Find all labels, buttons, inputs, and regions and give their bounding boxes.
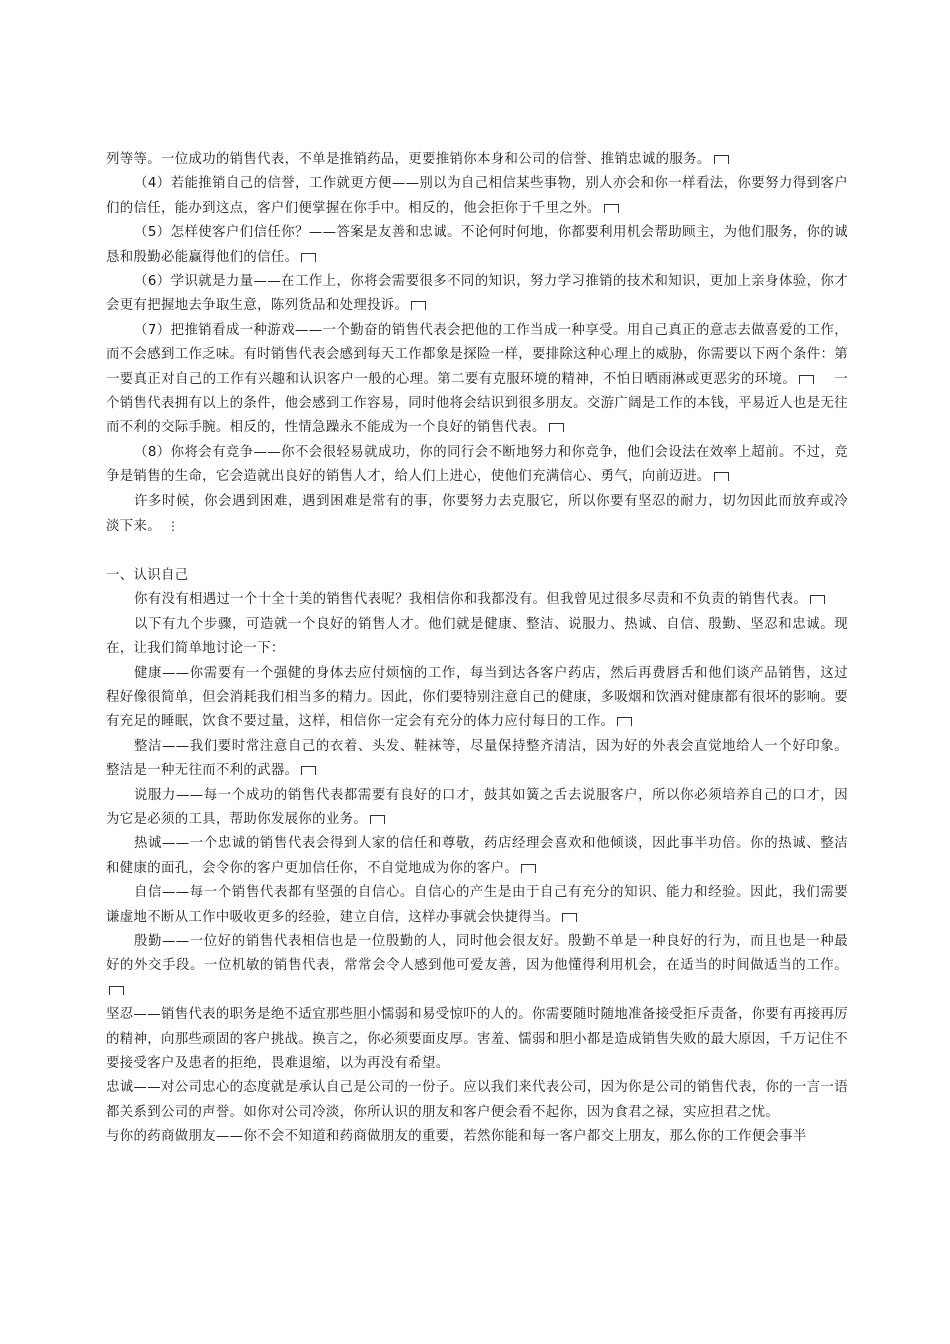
paragraph-persuasion: 说服力——每一个成功的销售代表都需要有良好的口才，鼓其如簧之舌去说服客户，所以你必须培养自己的口才，因为它是必须的工具，帮助你发展你的业务。 — [106, 787, 848, 827]
paragraph-health: 健康——你需要有一个强健的身体去应付烦恼的工作，每当到达各客户药店，然后再费唇舌和他们谈产品销售，这过程好像很简单，但会消耗我们相当多的精力。因此，你们要特别注意自己的健康，多吸烟和饮酒对健康都有很坏的影响。要有充足的睡眠，饮食不要过量，这样，相信你一定会有充分的体力应付每日的工作。 — [106, 665, 848, 730]
paragraph-mark-icon — [714, 155, 729, 164]
paragraph-mark-icon — [562, 913, 577, 922]
paragraph-mark-icon — [109, 986, 124, 995]
paragraph-5: （7）把推销看成一种游戏——一个勤奋的销售代表会把他的工作当成一种享受。用自己真正的意志去做喜爱的工作，而不会感到工作乏味。有时销售代表会感到每天工作都象是探险一样，要排除这种心理上的威胁，你需要以下两个条件：第一要真正对自己的工作有兴趣和认识客户一般的心理。第二要有克服环境的精神，不怕日晒雨淋或更恶劣的环境。 一个销售代表拥有以上的条件，他会感到工作容易，同时他将会结识到很多朋友。交游广阔是工作的本钱，平易近人也是无往而不利的交际手腕。相反的，性情急躁永不能成为一个良好的销售代表。 — [106, 322, 848, 436]
paragraph-mark-icon — [521, 864, 536, 873]
paragraph-perseverance: 坚忍——销售代表的职务是绝不适宜那些胆小懦弱和易受惊吓的人的。你需要随时随地准备接受拒斥责备，你要有再接再厉的精神，向那些顽固的客户挑战。换言之，你必须要面皮厚。害羞、懦弱和胆小都是造成销售失败的最大原因，千万记住不要接受客户及患者的拒绝，畏难退缩，以为再没有希望。 — [106, 1007, 848, 1072]
paragraph-2: （4）若能推销自己的信誉，工作就更方便——别以为自己相信某些事物，别人亦会和你一样看法，你要努力得到客户们的信任，能办到这点，客户们便掌握在你手中。相反的，他会拒你于千里之外。 — [106, 176, 848, 216]
paragraph-mark-icon — [604, 204, 619, 213]
paragraph-mark-icon — [810, 595, 825, 604]
paragraph-8: 你有没有相遇过一个十全十美的销售代表呢？我相信你和我都没有。但我曾见过很多尽责和不负责的销售代表。 — [106, 588, 848, 612]
paragraph-mark-icon — [714, 472, 729, 481]
section-heading: 一、认识自己 — [106, 567, 189, 583]
paragraph-mark-icon — [549, 423, 564, 432]
ellipsis-icon: ⋮ — [166, 519, 180, 534]
paragraph-mark-icon — [411, 301, 426, 310]
paragraph-1: 列等等。一位成功的销售代表，不单是推销药品，更要推销你本身和公司的信誉、推销忠诚的服务。 — [106, 148, 848, 172]
paragraph-diligence: 殷勤——一位好的销售代表相信也是一位殷勤的人，同时他会很友好。殷勤不单是一种良好的行为，而且也是一种最好的外交手段。一位机敏的销售代表，常常会令人感到他可爱友善，因为他懂得利用机会，在适当的时间做适当的工作。 — [106, 930, 848, 1003]
paragraph-mark-icon — [301, 253, 316, 262]
paragraph-neatness: 整洁——我们要时常注意自己的衣着、头发、鞋袜等，尽量保持整齐清洁，因为好的外表会直觉地给人一个好印象。整洁是一种无往而不利的武器。 — [106, 738, 848, 779]
paragraph-mark-icon — [370, 815, 385, 824]
paragraph-9: 以下有九个步骤，可造就一个良好的销售人才。他们就是健康、整洁、说服力、热诚、自信、殷勤、坚忍和忠诚。现在，让我们简单地讨论一下： — [106, 616, 848, 657]
paragraph-enthusiasm: 热诚——一个忠诚的销售代表会得到人家的信任和尊敬，药店经理会喜欢和他倾谈，因此事半功倍。你的热诚、整洁和健康的面孔，会令你的客户更加信任你，不自觉地成为你的客户。 — [106, 836, 848, 876]
paragraph-6: （8）你将会有竞争——你不会很轻易就成功，你的同行会不断地努力和你竞争，他们会设法在效率上超前。不过，竞争是销售的生命，它会造就出良好的销售人才，给人们上进心，使他们充满信心、勇气，向前迈进。 — [106, 444, 848, 485]
document-page — [106, 148, 848, 1150]
paragraph-mark-icon — [617, 717, 632, 726]
paragraph-mark-icon — [301, 766, 316, 775]
paragraph-friends: 与你的药商做朋友——你不会不知道和药商做朋友的重要，若然你能和每一客户都交上朋友，那么你的工作便会事半 — [106, 1129, 807, 1145]
paragraph-confidence: 自信——每一个销售代表都有坚强的自信心。自信心的产生是由于自己有充分的知识、能力和经验。因此，我们需要谦虚地不断从工作中吸收更多的经验，建立自信，这样办事就会快捷得当。 — [106, 885, 848, 925]
paragraph-7: 许多时候，你会遇到困难，遇到困难是常有的事，你要努力去克服它，所以你要有坚忍的耐力，切勿因此而放弃或冷淡下来。 ⋮ — [106, 490, 848, 540]
paragraph-loyalty: 忠诚——对公司忠心的态度就是承认自己是公司的一份子。应以我们来代表公司，因为你是公司的销售代表，你的一言一语都关系到公司的声誉。如你对公司冷淡，你所认识的朋友和客户便会看不起你，因为食君之禄，实应担君之忧。 — [106, 1080, 848, 1120]
paragraph-4: （6）学识就是力量——在工作上，你将会需要很多不同的知识，努力学习推销的技术和知识，更加上亲身体验，你才会更有把握地去争取生意，陈列货品和处理投诉。 — [106, 274, 848, 314]
paragraph-mark-icon — [799, 375, 814, 384]
blank-line — [106, 540, 848, 564]
paragraph-3: （5）怎样使客户们信任你？——答案是友善和忠诚。不论何时何地，你都要利用机会帮助顾主，为他们服务，你的诚恳和殷勤必能赢得他们的信任。 — [106, 225, 848, 265]
